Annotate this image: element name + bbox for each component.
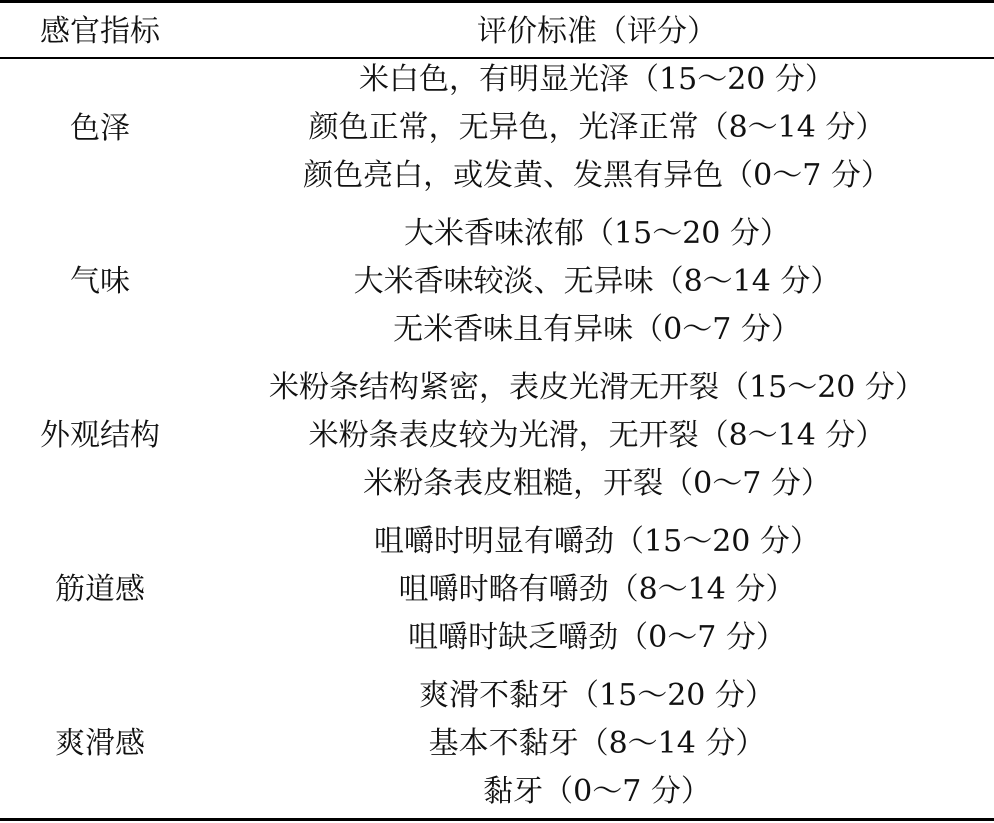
- criteria-list: [200, 56, 994, 200]
- criterion-item: 黏牙（0～7 分）: [483, 774, 711, 809]
- criterion-item: 咀嚼时缺乏嚼劲（0～7 分）: [408, 620, 786, 655]
- criterion-item: 爽滑不黏牙（15～20 分）: [419, 678, 775, 713]
- criterion-item: 米粉条结构紧密，表皮光滑无开裂（15～20 分）: [269, 370, 925, 405]
- table-bottom-rule: [0, 818, 994, 821]
- criterion-item: 大米香味浓郁（15～20 分）: [404, 216, 790, 251]
- criterion-item: 米白色，有明显光泽（15～20 分）: [359, 62, 835, 97]
- table-row-odor: [0, 210, 994, 355]
- indicator-appearance: 外观结构: [40, 418, 160, 453]
- criterion-item: 颜色正常，无异色，光泽正常（8～14 分）: [308, 110, 886, 145]
- criteria-list: [200, 364, 994, 508]
- criterion-item: 颜色亮白，或发黄、发黑有异色（0～7 分）: [303, 158, 891, 193]
- table-row-color: [0, 56, 994, 201]
- criterion-item: 无米香味且有异味（0～7 分）: [393, 312, 801, 347]
- criterion-item: 咀嚼时略有嚼劲（8～14 分）: [398, 572, 796, 607]
- table-top-rule: [0, 0, 994, 3]
- indicator-color: 色泽: [70, 111, 130, 146]
- header-indicator: 感官指标: [40, 14, 160, 49]
- table-row-smoothness: [0, 672, 994, 817]
- criterion-item: 米粉条表皮粗糙，开裂（0～7 分）: [363, 466, 831, 501]
- criterion-item: 咀嚼时明显有嚼劲（15～20 分）: [374, 524, 820, 559]
- header-criteria: 评价标准（评分）: [477, 14, 717, 49]
- criteria-list: [200, 210, 994, 354]
- criteria-list: [200, 672, 994, 816]
- criteria-list: [200, 518, 994, 662]
- criterion-item: 大米香味较淡、无异味（8～14 分）: [353, 264, 841, 299]
- table-row-chewiness: [0, 518, 994, 663]
- table-row-appearance: [0, 364, 994, 509]
- indicator-odor: 气味: [70, 264, 130, 299]
- criterion-item: 基本不黏牙（8～14 分）: [428, 726, 766, 761]
- indicator-smoothness: 爽滑感: [55, 726, 145, 761]
- criterion-item: 米粉条表皮较为光滑，无开裂（8～14 分）: [308, 418, 886, 453]
- indicator-chewiness: 筋道感: [55, 572, 145, 607]
